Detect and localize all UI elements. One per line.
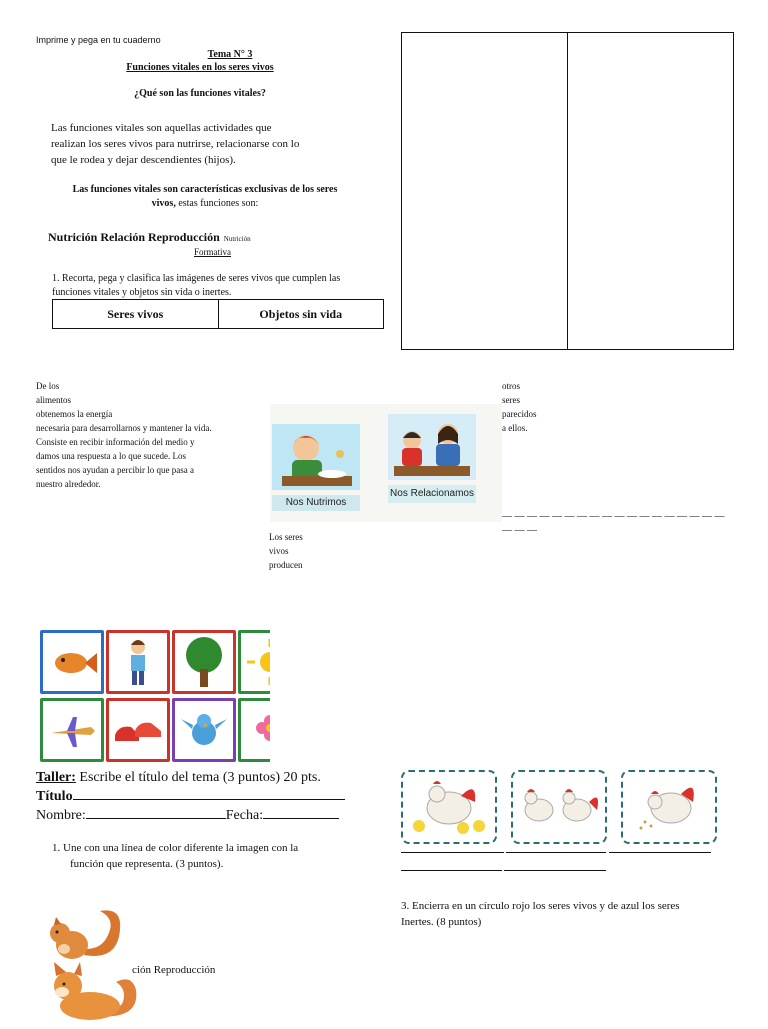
activity-3-line: Inertes. (8 puntos)	[401, 916, 482, 928]
answer-line[interactable]	[609, 852, 711, 853]
otros-line: seres	[502, 395, 520, 405]
tree-card	[172, 630, 236, 694]
boy-eating-icon	[272, 424, 360, 490]
titulo-field[interactable]	[73, 799, 345, 800]
exclusive-bold: Las funciones vitales son características exclusivas de los seres	[72, 184, 338, 195]
sun-icon	[241, 633, 270, 691]
question-heading: ¿Qué son las funciones vitales?	[134, 88, 266, 99]
sun-card	[238, 630, 270, 694]
reproduction-line: vivos	[269, 546, 289, 556]
picture-grid	[36, 626, 270, 766]
nos-relacionamos-label: Nos Relacionamos	[388, 485, 476, 503]
plane-card	[40, 698, 104, 762]
hen-chicks-icon	[403, 772, 495, 842]
nutrition-line: Consiste en recibir información del medio y	[36, 437, 195, 447]
answer-line[interactable]	[401, 852, 504, 853]
topic-subtitle: Funciones vitales en los seres vivos	[126, 62, 274, 73]
answer-line[interactable]	[401, 870, 502, 871]
tree-icon	[175, 633, 233, 691]
functions-partial: ción Reproducción	[132, 964, 216, 976]
two-hens-icon	[513, 772, 605, 842]
print-note: Imprime y pega en tu cuaderno	[36, 35, 161, 45]
answer-line[interactable]	[504, 870, 606, 871]
otros-line: parecidos	[502, 409, 537, 419]
taller-item-1-line: función que representa. (3 puntos).	[70, 858, 224, 870]
activity-1-line: 1. Recorta, pega y clasifica las imágenes de seres vivos que cumplen las	[52, 273, 341, 284]
functions-small: Nutrición	[223, 235, 251, 243]
activity-1-text	[52, 272, 340, 300]
objetos-sin-vida-header: Objetos sin vida	[218, 300, 384, 329]
functions-line	[48, 228, 251, 246]
flower-icon	[241, 701, 270, 759]
hen-card-3	[621, 770, 717, 844]
otros-line: a ellos.	[502, 423, 528, 433]
fox-icon	[36, 960, 146, 1024]
fecha-field[interactable]	[263, 818, 339, 819]
intro-line: Las funciones vitales son aquellas actividades que	[51, 122, 272, 134]
dash-line: — — — — — — — — — — — — — — — — — — — — —	[502, 511, 725, 536]
reproduction-text	[269, 530, 303, 572]
shoes-icon	[109, 701, 167, 759]
activity-3-line: 3. Encierra en un círculo rojo los seres vivos y de azul los seres	[401, 900, 680, 912]
nutrition-line: necesaria para desarrollarnos y mantener la vida.	[36, 423, 212, 433]
functions-bold: Nutrición Relación Reproducción	[48, 230, 220, 244]
squirrel-icon	[36, 905, 126, 965]
exclusive-rest: estas funciones son:	[175, 198, 259, 209]
bird-card	[172, 698, 236, 762]
hen-card-2	[511, 770, 607, 844]
nutrition-line: sentidos nos ayudan a percibir lo que pasa a	[36, 465, 194, 475]
intro-line: que le rodea y dejar descendientes (hijos).	[51, 154, 236, 166]
exclusive-bold-2: vivos,	[151, 198, 176, 209]
topic-number: Tema N° 3	[207, 49, 253, 60]
nutrition-line: De los	[36, 381, 60, 391]
reproduction-line: producen	[269, 560, 303, 570]
taller-instruction: Escribe el título del tema (3 puntos) 20 pts.	[75, 770, 321, 785]
nombre-fecha-line	[36, 808, 339, 824]
nombre-field[interactable]	[86, 818, 226, 819]
boy-icon	[109, 633, 167, 691]
classification-table	[52, 299, 384, 329]
nos-nutrimos-card	[272, 424, 360, 522]
reproduction-line: Los seres	[269, 532, 303, 542]
seres-vivos-header: Seres vivos	[53, 300, 219, 329]
nutrition-line: alimentos	[36, 395, 71, 405]
shoes-card	[106, 698, 170, 762]
taller-line	[36, 770, 321, 786]
titulo-label: Título	[36, 789, 73, 804]
nutrition-text	[36, 379, 266, 491]
answer-line[interactable]	[506, 852, 606, 853]
fish-icon	[43, 633, 101, 691]
fecha-label: Fecha:	[225, 808, 264, 823]
squirrel-picture	[36, 905, 126, 965]
intro-line: realizan los seres vivos para nutrirse, relacionarse con lo	[51, 138, 300, 150]
nutrition-line: damos una respuesta a lo que sucede. Los	[36, 451, 186, 461]
fish-card	[40, 630, 104, 694]
nutrition-line: nuestro alrededor.	[36, 479, 101, 489]
family-icon	[388, 414, 476, 480]
formativa-label: Formativa	[194, 247, 231, 257]
intro-paragraph	[51, 120, 299, 168]
otros-line: otros	[502, 381, 520, 391]
paste-box[interactable]	[401, 32, 734, 350]
boy-card	[106, 630, 170, 694]
taller-item-1	[52, 840, 298, 872]
taller-item-1-line: 1. Une con una línea de color diferente la imagen con la	[52, 842, 299, 854]
paste-box-divider	[567, 33, 568, 349]
nutrition-line: obtenemos la energía	[36, 409, 113, 419]
hen-eating-icon	[623, 772, 715, 842]
activity-3-text	[401, 898, 751, 930]
hen-card-1	[401, 770, 497, 844]
titulo-line	[36, 789, 345, 805]
nos-relacionamos-card	[388, 414, 476, 514]
taller-label: Taller:	[36, 770, 76, 785]
nos-nutrimos-label: Nos Nutrimos	[272, 495, 360, 511]
activity-1-line: funciones vitales y objetos sin vida o inertes.	[52, 287, 232, 298]
flower-card	[238, 698, 270, 762]
plane-icon	[43, 701, 101, 759]
life-functions-image	[270, 404, 502, 522]
exclusive-text	[40, 183, 370, 211]
otros-text	[502, 379, 536, 435]
bird-icon	[175, 701, 233, 759]
fox-picture	[36, 960, 146, 1024]
nombre-label: Nombre:	[36, 808, 86, 823]
